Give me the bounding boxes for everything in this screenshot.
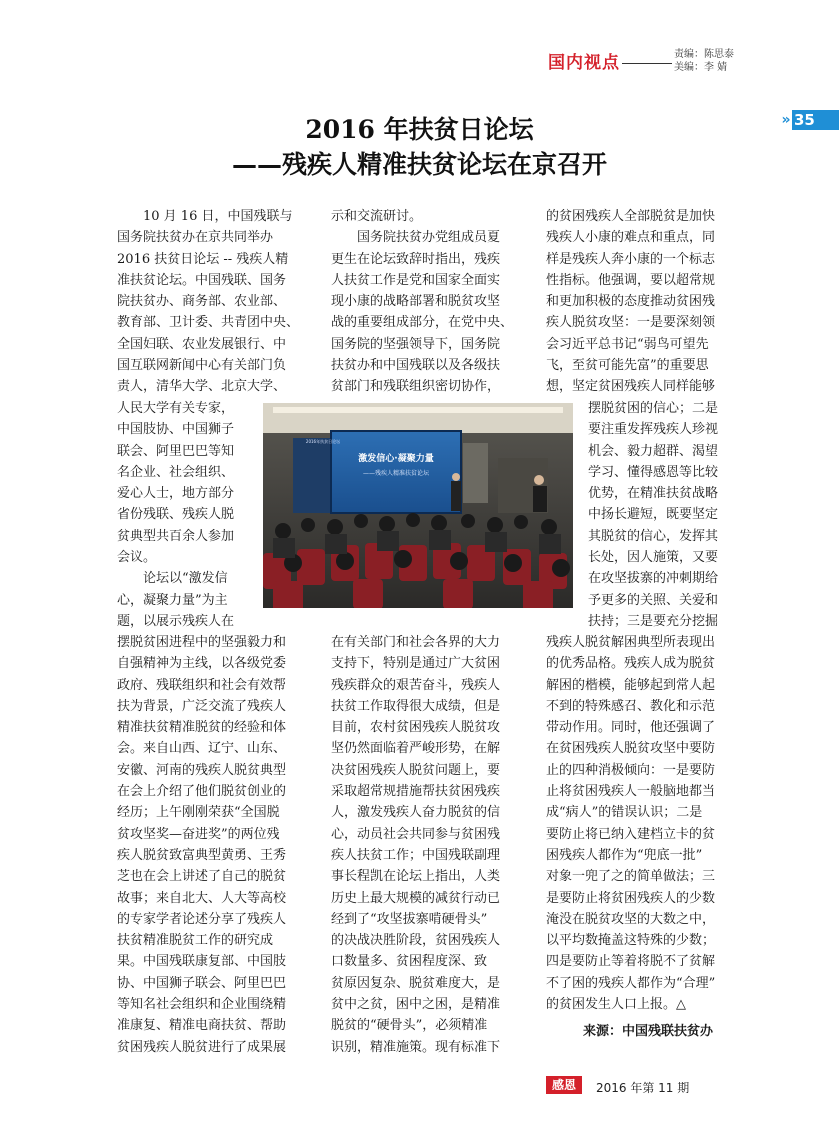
text-line: 扶贫精准脱贫工作的研究成: [117, 933, 274, 949]
column-1-bottom: [117, 632, 303, 1058]
text-line: 贫中之贫，困中之困，是精准: [331, 997, 501, 1013]
text-line: 题，以展示残疾人在: [117, 613, 235, 629]
text-line: 名企业、社会组织、: [117, 464, 235, 480]
text-line: 经到了“攻坚拔寨啃硬骨头”: [331, 911, 488, 927]
text-line: 贫困残疾人脱贫进行了成果展: [117, 1039, 287, 1055]
text-line: 淹没在脱贫攻坚的大数之中，: [546, 911, 716, 927]
text-line: 的专家学者论述分享了残疾人: [117, 911, 287, 927]
column-3-top: [546, 206, 732, 398]
text-line: 果。中国残联康复部、中国肢: [117, 954, 287, 970]
text-line: 扶持；三是要充分挖掘: [588, 613, 719, 629]
text-line: 省份残联、残疾人脱: [117, 507, 235, 523]
column-1-wrap: [117, 398, 257, 632]
text-line: 扶贫办和中国残联以及各级扶: [331, 358, 501, 374]
banner-text-2: ——残疾人精准扶贫论坛: [362, 470, 430, 477]
text-line: 扶贫工作取得很大成绩，但是: [331, 698, 501, 714]
text-line: 口数量多、贫困程度深、致: [331, 954, 488, 970]
text-line: 在有关部门和社会各界的大力: [331, 635, 501, 650]
text-line: 其脱贫的信心，发挥其: [588, 528, 719, 544]
article-subtitle: ——残疾人精准扶贫论坛在京召开: [231, 150, 607, 179]
text-line: 疾人脱贫攻坚：一是要深刻领: [546, 315, 716, 331]
text-line: 安徽、河南的残疾人脱贫典型: [117, 762, 287, 778]
text-line: 优势，在精准扶贫战略: [588, 486, 719, 502]
text-line: 事长程凯在论坛上指出，人类: [331, 869, 501, 885]
text-line: 爱心人士，地方部分: [117, 486, 235, 502]
text-line: 四是要防止等着将脱不了贫解: [546, 954, 716, 970]
text-line: 等知名社会组织和企业围绕精: [117, 997, 287, 1013]
text-line: 心，凝聚力量”为主: [117, 592, 228, 608]
text-line: 人扶贫工作是党和国家全面实: [331, 272, 501, 288]
text-line: 协、中国狮子联会、阿里巴巴: [117, 975, 287, 991]
section-rule: [622, 63, 672, 64]
text-line: 贫部门和残联组织密切协作，: [331, 379, 501, 395]
column-3-bottom: [546, 632, 732, 1015]
column-1-top: [117, 206, 303, 398]
text-line: 会习近平总书记“弱鸟可望先: [546, 336, 709, 352]
text-line: 和更加积极的态度推动贫困残: [546, 294, 716, 310]
text-line: 困残疾人都作为“兜底一批”: [546, 847, 703, 863]
text-line: 政府、残联组织和社会有效帮: [117, 677, 287, 693]
text-line: 是要防止将贫困残疾人的少数: [546, 890, 716, 906]
text-line: 国务院扶贫办在京共同举办: [117, 230, 274, 246]
text-line: 残疾人脱贫解困典型所表现出: [546, 635, 716, 650]
section-title: 国内视点: [548, 53, 620, 73]
text-line: 2016 扶贫日论坛 -- 残疾人精: [117, 251, 289, 267]
column-3-wrap: [588, 398, 732, 632]
text-line: 性指标。他强调，要以超常规: [546, 272, 716, 288]
text-line: 予更多的关照、关爱和: [588, 592, 719, 608]
text-line: 止将贫困残疾人一般脑地都当: [546, 784, 716, 800]
text-line: 残疾群众的艰苦奋斗，残疾人: [331, 677, 501, 693]
magazine-logo: 感恩: [546, 1076, 582, 1094]
board-text: 2016年扶贫日论坛: [305, 439, 341, 444]
forum-photo: [263, 403, 573, 608]
text-line: 摆脱贫困的信心；二是: [588, 401, 719, 416]
text-line: 心，动员社会共同参与贫困残: [331, 826, 501, 842]
text-line: 准扶贫论坛。中国残联、国务: [117, 272, 287, 288]
text-line: 精准扶贫精准脱贫的经验和体: [117, 720, 287, 736]
column-2-top: [331, 206, 517, 398]
text-line: 目前，农村贫困残疾人脱贫攻: [331, 720, 501, 736]
column-2-bottom: [331, 632, 517, 1058]
text-line: 摆脱贫困进程中的坚强毅力和: [117, 635, 287, 650]
text-line: 国务院的坚强领导下，国务院: [331, 336, 501, 352]
text-line: 疾人脱贫致富典型黄勇、王秀: [117, 847, 287, 863]
text-line: 中国肢协、中国狮子: [117, 422, 235, 438]
text-line: 准康复、精准电商扶贫、帮助: [117, 1018, 287, 1034]
text-line: 贫攻坚奖—奋进奖”的两位残: [117, 826, 280, 842]
text-line: 不了困的残疾人都作为“合理”: [546, 975, 716, 991]
text-line: 芝也在会上讲述了自己的脱贫: [117, 869, 287, 885]
text-line: 采取超常规措施帮扶贫困残疾: [331, 784, 501, 800]
text-line: 的决战决胜阶段，贫困残疾人: [331, 933, 501, 949]
text-line: 要注重发挥残疾人珍视: [588, 422, 719, 438]
text-line: 国互联网新闻中心有关部门负: [117, 358, 287, 374]
text-line: 疾人扶贫工作；中国残联副理: [331, 847, 501, 863]
article-source: 来源：中国残联扶贫办: [583, 1024, 714, 1039]
text-line: 故事；来自北大、人大等高校: [117, 890, 287, 906]
text-line: 论坛以“激发信: [143, 571, 228, 587]
text-line: 机会、毅力超群、渴望: [588, 443, 719, 459]
text-line: 解困的楷模，能够起到常人起: [546, 677, 716, 693]
text-line: 责人，清华大学、北京大学、: [117, 379, 287, 395]
text-line: 在贫困残疾人脱贫攻坚中要防: [546, 741, 716, 757]
text-line: 人，激发残疾人奋力脱贫的信: [331, 805, 501, 821]
text-line: 止的四种消极倾向：一是要防: [546, 762, 716, 778]
text-line: 院扶贫办、商务部、农业部、: [117, 294, 287, 310]
text-line: 10 月 16 日，中国残联与: [143, 209, 293, 224]
text-line: 教育部、卫计委、共青团中央、: [117, 315, 300, 331]
text-line: 国务院扶贫办党组成员夏: [357, 230, 501, 246]
banner-text-1: 激发信心·凝聚力量: [358, 454, 434, 464]
text-line: 飞，至贫可能先富”的重要思: [546, 358, 709, 374]
text-line: 想，坚定贫困残疾人同样能够: [546, 379, 716, 395]
text-line: 在攻坚拔寨的冲刺期给: [588, 571, 719, 587]
text-line: 中扬长避短，既要坚定: [588, 507, 719, 523]
text-line: 样是残疾人奔小康的一个标志: [546, 251, 716, 267]
issue-label: 2016 年第 11 期: [596, 1081, 690, 1095]
text-line: 现小康的战略部署和脱贫攻坚: [331, 294, 501, 310]
text-line: 联会、阿里巴巴等知: [117, 443, 235, 459]
text-line: 贫原因复杂、脱贫难度大，是: [331, 975, 501, 991]
editor-line: 责编：陈思泰: [674, 49, 734, 60]
text-line: 扶为背景，广泛交流了残疾人: [117, 698, 287, 714]
text-line: 以平均数掩盖这特殊的少数；: [546, 933, 716, 949]
text-line: 坚仍然面临着严峻形势，在解: [331, 741, 501, 757]
text-line: 会。来自山西、辽宁、山东、: [117, 741, 287, 757]
chevron-right-icon: »: [781, 112, 791, 128]
text-line: 会议。: [117, 550, 157, 566]
text-line: 历史上最大规模的减贫行动已: [331, 890, 501, 906]
text-line: 学习、懂得感恩等比较: [588, 464, 719, 480]
text-line: 的贫困残疾人全部脱贫是加快: [546, 209, 716, 224]
text-line: 脱贫的“硬骨头”，必须精准: [331, 1018, 488, 1034]
text-line: 不到的特殊感召、教化和示范: [546, 698, 716, 714]
text-line: 更生在论坛致辞时指出，残疾: [331, 251, 501, 267]
text-line: 示和交流研讨。: [331, 209, 423, 224]
text-line: 残疾人小康的难点和重点，同: [546, 230, 716, 246]
text-line: 自强精神为主线，以各级党委: [117, 656, 287, 672]
text-line: 识别，精准施策。现有标准下: [331, 1039, 501, 1055]
text-line: 决贫困残疾人脱贫问题上，要: [331, 762, 501, 778]
text-line: 要防止将已纳入建档立卡的贫: [546, 826, 716, 842]
page-number: 35: [794, 111, 815, 129]
text-line: 带动作用。同时，他还强调了: [546, 720, 716, 736]
text-line: 对象一兜了之的简单做法；三: [546, 869, 716, 885]
text-line: 战的重要组成部分，在党中央、: [331, 315, 514, 331]
text-line: 成“病人”的错误认识；二是: [546, 805, 703, 821]
text-line: 的贫困发生人口上报。△: [546, 997, 686, 1013]
text-line: 支持下，特别是通过广大贫困: [331, 656, 501, 672]
text-line: 在会上介绍了他们脱贫创业的: [117, 784, 287, 800]
article-title: 2016 年扶贫日论坛: [305, 115, 534, 144]
text-line: 全国妇联、农业发展银行、中: [117, 336, 287, 352]
text-line: 长处，因人施策，又要: [588, 550, 719, 566]
text-line: 人民大学有关专家，: [117, 401, 235, 416]
designer-line: 美编：李 婧: [674, 62, 728, 73]
editor-credits: [674, 48, 734, 74]
text-line: 贫典型共百余人参加: [117, 528, 235, 544]
text-line: 经历；上午刚刚荣获“全国脱: [117, 805, 280, 821]
text-line: 的优秀品格。残疾人成为脱贫: [546, 656, 716, 672]
forum-photo-illustration: [263, 403, 573, 608]
